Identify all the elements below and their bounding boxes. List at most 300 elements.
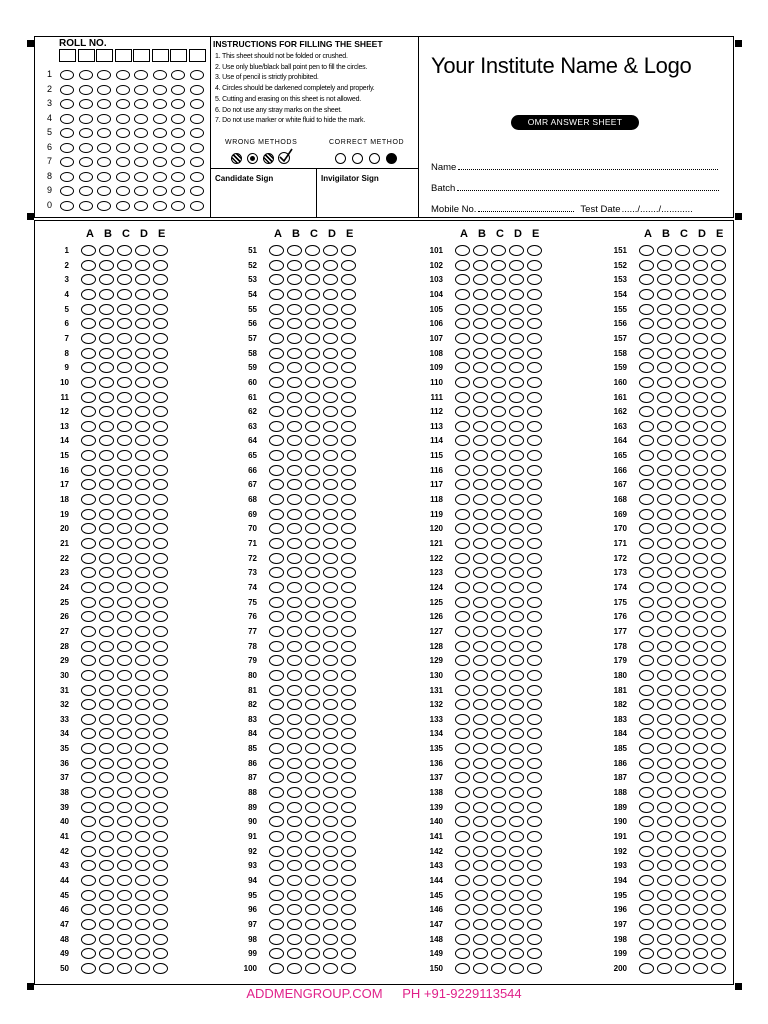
answer-bubble[interactable]	[455, 392, 470, 403]
answer-bubble[interactable]	[323, 846, 338, 857]
answer-bubble[interactable]	[99, 377, 114, 388]
answer-bubble[interactable]	[99, 435, 114, 446]
answer-bubble[interactable]	[287, 699, 302, 710]
answer-bubble[interactable]	[491, 289, 506, 300]
answer-bubble[interactable]	[491, 655, 506, 666]
answer-bubble[interactable]	[491, 553, 506, 564]
answer-bubble[interactable]	[527, 479, 542, 490]
answer-bubble[interactable]	[99, 948, 114, 959]
answer-bubble[interactable]	[341, 787, 356, 798]
answer-bubble[interactable]	[657, 362, 672, 373]
answer-bubble[interactable]	[323, 743, 338, 754]
answer-bubble[interactable]	[269, 377, 284, 388]
answer-bubble[interactable]	[117, 509, 132, 520]
answer-bubble[interactable]	[693, 289, 708, 300]
mobile-field[interactable]	[431, 203, 693, 215]
answer-bubble[interactable]	[81, 465, 96, 476]
answer-bubble[interactable]	[509, 509, 524, 520]
answer-bubble[interactable]	[287, 846, 302, 857]
answer-bubble[interactable]	[711, 670, 726, 681]
answer-bubble[interactable]	[269, 362, 284, 373]
answer-bubble[interactable]	[693, 611, 708, 622]
answer-bubble[interactable]	[639, 787, 654, 798]
answer-bubble[interactable]	[657, 743, 672, 754]
answer-bubble[interactable]	[117, 714, 132, 725]
answer-bubble[interactable]	[657, 435, 672, 446]
answer-bubble[interactable]	[341, 509, 356, 520]
answer-bubble[interactable]	[117, 743, 132, 754]
roll-digit-bubble[interactable]	[190, 70, 204, 80]
answer-bubble[interactable]	[305, 816, 320, 827]
answer-bubble[interactable]	[153, 304, 168, 315]
answer-bubble[interactable]	[527, 582, 542, 593]
answer-bubble[interactable]	[657, 465, 672, 476]
answer-bubble[interactable]	[455, 685, 470, 696]
answer-bubble[interactable]	[639, 860, 654, 871]
answer-bubble[interactable]	[711, 685, 726, 696]
answer-bubble[interactable]	[509, 465, 524, 476]
roll-digit-bubble[interactable]	[153, 186, 167, 196]
answer-bubble[interactable]	[305, 685, 320, 696]
answer-bubble[interactable]	[455, 538, 470, 549]
answer-bubble[interactable]	[135, 772, 150, 783]
answer-bubble[interactable]	[269, 318, 284, 329]
answer-bubble[interactable]	[473, 816, 488, 827]
answer-bubble[interactable]	[99, 787, 114, 798]
answer-bubble[interactable]	[153, 685, 168, 696]
answer-bubble[interactable]	[693, 509, 708, 520]
answer-bubble[interactable]	[305, 743, 320, 754]
answer-bubble[interactable]	[473, 377, 488, 388]
answer-bubble[interactable]	[675, 260, 690, 271]
answer-bubble[interactable]	[341, 274, 356, 285]
answer-bubble[interactable]	[323, 289, 338, 300]
answer-bubble[interactable]	[693, 567, 708, 578]
answer-bubble[interactable]	[675, 348, 690, 359]
roll-digit-bubble[interactable]	[153, 128, 167, 138]
answer-bubble[interactable]	[639, 728, 654, 739]
answer-bubble[interactable]	[287, 465, 302, 476]
answer-bubble[interactable]	[711, 831, 726, 842]
answer-bubble[interactable]	[711, 934, 726, 945]
answer-bubble[interactable]	[269, 728, 284, 739]
answer-bubble[interactable]	[99, 304, 114, 315]
answer-bubble[interactable]	[81, 963, 96, 974]
answer-bubble[interactable]	[711, 392, 726, 403]
answer-bubble[interactable]	[639, 274, 654, 285]
answer-bubble[interactable]	[675, 963, 690, 974]
answer-bubble[interactable]	[675, 758, 690, 769]
answer-bubble[interactable]	[269, 714, 284, 725]
answer-bubble[interactable]	[153, 743, 168, 754]
answer-bubble[interactable]	[153, 318, 168, 329]
answer-bubble[interactable]	[491, 699, 506, 710]
answer-bubble[interactable]	[675, 626, 690, 637]
answer-bubble[interactable]	[135, 846, 150, 857]
answer-bubble[interactable]	[135, 611, 150, 622]
answer-bubble[interactable]	[341, 450, 356, 461]
answer-bubble[interactable]	[675, 465, 690, 476]
answer-bubble[interactable]	[153, 641, 168, 652]
answer-bubble[interactable]	[135, 787, 150, 798]
roll-digit-bubble[interactable]	[79, 201, 93, 211]
answer-bubble[interactable]	[657, 494, 672, 505]
answer-bubble[interactable]	[287, 582, 302, 593]
answer-bubble[interactable]	[81, 494, 96, 505]
answer-bubble[interactable]	[527, 465, 542, 476]
answer-bubble[interactable]	[527, 641, 542, 652]
answer-bubble[interactable]	[341, 611, 356, 622]
answer-bubble[interactable]	[491, 611, 506, 622]
answer-bubble[interactable]	[473, 934, 488, 945]
roll-digit-bubble[interactable]	[60, 70, 74, 80]
answer-bubble[interactable]	[287, 245, 302, 256]
answer-bubble[interactable]	[639, 538, 654, 549]
answer-bubble[interactable]	[657, 934, 672, 945]
roll-digit-bubble[interactable]	[79, 85, 93, 95]
answer-bubble[interactable]	[305, 304, 320, 315]
answer-bubble[interactable]	[269, 450, 284, 461]
answer-bubble[interactable]	[491, 377, 506, 388]
answer-bubble[interactable]	[711, 743, 726, 754]
answer-bubble[interactable]	[657, 846, 672, 857]
answer-bubble[interactable]	[287, 597, 302, 608]
answer-bubble[interactable]	[657, 963, 672, 974]
answer-bubble[interactable]	[81, 772, 96, 783]
answer-bubble[interactable]	[675, 435, 690, 446]
answer-bubble[interactable]	[491, 392, 506, 403]
roll-digit-bubble[interactable]	[134, 157, 148, 167]
answer-bubble[interactable]	[509, 685, 524, 696]
answer-bubble[interactable]	[341, 465, 356, 476]
answer-bubble[interactable]	[117, 904, 132, 915]
answer-bubble[interactable]	[305, 846, 320, 857]
answer-bubble[interactable]	[491, 348, 506, 359]
answer-bubble[interactable]	[341, 348, 356, 359]
answer-bubble[interactable]	[491, 318, 506, 329]
answer-bubble[interactable]	[491, 465, 506, 476]
answer-bubble[interactable]	[711, 875, 726, 886]
answer-bubble[interactable]	[305, 626, 320, 637]
answer-bubble[interactable]	[323, 963, 338, 974]
answer-bubble[interactable]	[99, 260, 114, 271]
answer-bubble[interactable]	[135, 377, 150, 388]
answer-bubble[interactable]	[99, 509, 114, 520]
roll-number-digit-box[interactable]	[189, 49, 206, 62]
roll-number-digit-box[interactable]	[133, 49, 150, 62]
answer-bubble[interactable]	[455, 406, 470, 417]
answer-bubble[interactable]	[711, 245, 726, 256]
answer-bubble[interactable]	[509, 538, 524, 549]
answer-bubble[interactable]	[305, 392, 320, 403]
answer-bubble[interactable]	[491, 582, 506, 593]
answer-bubble[interactable]	[99, 348, 114, 359]
answer-bubble[interactable]	[287, 963, 302, 974]
answer-bubble[interactable]	[305, 406, 320, 417]
answer-bubble[interactable]	[693, 553, 708, 564]
answer-bubble[interactable]	[473, 421, 488, 432]
roll-digit-bubble[interactable]	[190, 172, 204, 182]
answer-bubble[interactable]	[693, 860, 708, 871]
answer-bubble[interactable]	[135, 875, 150, 886]
roll-digit-bubble[interactable]	[190, 186, 204, 196]
answer-bubble[interactable]	[287, 890, 302, 901]
answer-bubble[interactable]	[473, 904, 488, 915]
answer-bubble[interactable]	[117, 728, 132, 739]
answer-bubble[interactable]	[639, 772, 654, 783]
answer-bubble[interactable]	[509, 963, 524, 974]
answer-bubble[interactable]	[639, 816, 654, 827]
answer-bubble[interactable]	[491, 934, 506, 945]
roll-digit-bubble[interactable]	[97, 70, 111, 80]
roll-digit-bubble[interactable]	[116, 172, 130, 182]
answer-bubble[interactable]	[491, 509, 506, 520]
answer-bubble[interactable]	[455, 479, 470, 490]
answer-bubble[interactable]	[693, 597, 708, 608]
answer-bubble[interactable]	[473, 758, 488, 769]
answer-bubble[interactable]	[81, 758, 96, 769]
answer-bubble[interactable]	[491, 523, 506, 534]
answer-bubble[interactable]	[527, 553, 542, 564]
answer-bubble[interactable]	[287, 567, 302, 578]
answer-bubble[interactable]	[305, 274, 320, 285]
answer-bubble[interactable]	[269, 494, 284, 505]
answer-bubble[interactable]	[657, 626, 672, 637]
answer-bubble[interactable]	[323, 450, 338, 461]
answer-bubble[interactable]	[323, 699, 338, 710]
answer-bubble[interactable]	[509, 318, 524, 329]
answer-bubble[interactable]	[81, 846, 96, 857]
answer-bubble[interactable]	[153, 758, 168, 769]
answer-bubble[interactable]	[491, 333, 506, 344]
answer-bubble[interactable]	[135, 758, 150, 769]
answer-bubble[interactable]	[305, 553, 320, 564]
answer-bubble[interactable]	[455, 289, 470, 300]
answer-bubble[interactable]	[99, 699, 114, 710]
answer-bubble[interactable]	[693, 479, 708, 490]
answer-bubble[interactable]	[287, 406, 302, 417]
answer-bubble[interactable]	[527, 655, 542, 666]
answer-bubble[interactable]	[473, 245, 488, 256]
answer-bubble[interactable]	[509, 699, 524, 710]
answer-bubble[interactable]	[81, 567, 96, 578]
answer-bubble[interactable]	[639, 919, 654, 930]
answer-bubble[interactable]	[639, 348, 654, 359]
answer-bubble[interactable]	[287, 714, 302, 725]
answer-bubble[interactable]	[269, 919, 284, 930]
answer-bubble[interactable]	[135, 948, 150, 959]
answer-bubble[interactable]	[455, 816, 470, 827]
answer-bubble[interactable]	[675, 611, 690, 622]
answer-bubble[interactable]	[527, 597, 542, 608]
answer-bubble[interactable]	[117, 846, 132, 857]
answer-bubble[interactable]	[657, 304, 672, 315]
answer-bubble[interactable]	[455, 772, 470, 783]
answer-bubble[interactable]	[693, 377, 708, 388]
answer-bubble[interactable]	[509, 948, 524, 959]
answer-bubble[interactable]	[473, 787, 488, 798]
answer-bubble[interactable]	[287, 816, 302, 827]
answer-bubble[interactable]	[153, 714, 168, 725]
answer-bubble[interactable]	[81, 875, 96, 886]
answer-bubble[interactable]	[693, 318, 708, 329]
answer-bubble[interactable]	[287, 289, 302, 300]
answer-bubble[interactable]	[341, 670, 356, 681]
answer-bubble[interactable]	[657, 567, 672, 578]
answer-bubble[interactable]	[639, 450, 654, 461]
answer-bubble[interactable]	[153, 362, 168, 373]
answer-bubble[interactable]	[153, 831, 168, 842]
roll-digit-bubble[interactable]	[79, 114, 93, 124]
roll-digit-bubble[interactable]	[116, 201, 130, 211]
answer-bubble[interactable]	[473, 963, 488, 974]
answer-bubble[interactable]	[135, 318, 150, 329]
answer-bubble[interactable]	[473, 582, 488, 593]
answer-bubble[interactable]	[153, 553, 168, 564]
answer-bubble[interactable]	[323, 274, 338, 285]
answer-bubble[interactable]	[305, 450, 320, 461]
answer-bubble[interactable]	[473, 435, 488, 446]
answer-bubble[interactable]	[491, 435, 506, 446]
answer-bubble[interactable]	[473, 494, 488, 505]
answer-bubble[interactable]	[305, 435, 320, 446]
roll-digit-bubble[interactable]	[97, 157, 111, 167]
answer-bubble[interactable]	[341, 802, 356, 813]
answer-bubble[interactable]	[675, 787, 690, 798]
answer-bubble[interactable]	[693, 245, 708, 256]
footer-website[interactable]: ADDMENGROUP.COM	[246, 986, 383, 1001]
answer-bubble[interactable]	[269, 816, 284, 827]
answer-bubble[interactable]	[527, 377, 542, 388]
answer-bubble[interactable]	[341, 406, 356, 417]
answer-bubble[interactable]	[99, 392, 114, 403]
answer-bubble[interactable]	[323, 626, 338, 637]
answer-bubble[interactable]	[509, 934, 524, 945]
roll-digit-bubble[interactable]	[60, 128, 74, 138]
answer-bubble[interactable]	[527, 772, 542, 783]
answer-bubble[interactable]	[81, 934, 96, 945]
answer-bubble[interactable]	[657, 758, 672, 769]
answer-bubble[interactable]	[81, 904, 96, 915]
answer-bubble[interactable]	[693, 392, 708, 403]
answer-bubble[interactable]	[323, 802, 338, 813]
answer-bubble[interactable]	[711, 714, 726, 725]
answer-bubble[interactable]	[693, 362, 708, 373]
answer-bubble[interactable]	[99, 802, 114, 813]
answer-bubble[interactable]	[305, 494, 320, 505]
answer-bubble[interactable]	[473, 567, 488, 578]
answer-bubble[interactable]	[117, 772, 132, 783]
answer-bubble[interactable]	[527, 787, 542, 798]
answer-bubble[interactable]	[657, 685, 672, 696]
answer-bubble[interactable]	[639, 318, 654, 329]
answer-bubble[interactable]	[341, 934, 356, 945]
answer-bubble[interactable]	[323, 494, 338, 505]
answer-bubble[interactable]	[711, 890, 726, 901]
answer-bubble[interactable]	[287, 787, 302, 798]
test-date-field[interactable]: ....../......./............	[621, 204, 693, 215]
answer-bubble[interactable]	[527, 904, 542, 915]
answer-bubble[interactable]	[305, 260, 320, 271]
answer-bubble[interactable]	[711, 860, 726, 871]
answer-bubble[interactable]	[99, 465, 114, 476]
answer-bubble[interactable]	[527, 260, 542, 271]
answer-bubble[interactable]	[117, 655, 132, 666]
answer-bubble[interactable]	[527, 245, 542, 256]
answer-bubble[interactable]	[711, 377, 726, 388]
answer-bubble[interactable]	[99, 538, 114, 549]
roll-digit-bubble[interactable]	[134, 172, 148, 182]
roll-digit-bubble[interactable]	[97, 128, 111, 138]
answer-bubble[interactable]	[153, 611, 168, 622]
answer-bubble[interactable]	[287, 831, 302, 842]
answer-bubble[interactable]	[509, 846, 524, 857]
answer-bubble[interactable]	[117, 685, 132, 696]
answer-bubble[interactable]	[675, 479, 690, 490]
answer-bubble[interactable]	[99, 582, 114, 593]
answer-bubble[interactable]	[711, 318, 726, 329]
answer-bubble[interactable]	[305, 890, 320, 901]
answer-bubble[interactable]	[81, 787, 96, 798]
answer-bubble[interactable]	[305, 377, 320, 388]
answer-bubble[interactable]	[711, 479, 726, 490]
roll-digit-bubble[interactable]	[153, 201, 167, 211]
answer-bubble[interactable]	[491, 450, 506, 461]
answer-bubble[interactable]	[657, 509, 672, 520]
roll-digit-bubble[interactable]	[171, 143, 185, 153]
answer-bubble[interactable]	[509, 260, 524, 271]
answer-bubble[interactable]	[509, 714, 524, 725]
answer-bubble[interactable]	[509, 670, 524, 681]
answer-bubble[interactable]	[99, 553, 114, 564]
roll-digit-bubble[interactable]	[134, 70, 148, 80]
answer-bubble[interactable]	[711, 333, 726, 344]
answer-bubble[interactable]	[491, 641, 506, 652]
answer-bubble[interactable]	[135, 479, 150, 490]
answer-bubble[interactable]	[305, 787, 320, 798]
roll-digit-bubble[interactable]	[134, 128, 148, 138]
roll-digit-bubble[interactable]	[97, 143, 111, 153]
answer-bubble[interactable]	[99, 245, 114, 256]
answer-bubble[interactable]	[153, 479, 168, 490]
answer-bubble[interactable]	[527, 348, 542, 359]
answer-bubble[interactable]	[117, 582, 132, 593]
roll-number-digit-box[interactable]	[96, 49, 113, 62]
answer-bubble[interactable]	[509, 743, 524, 754]
answer-bubble[interactable]	[153, 333, 168, 344]
answer-bubble[interactable]	[341, 392, 356, 403]
answer-bubble[interactable]	[657, 406, 672, 417]
roll-digit-bubble[interactable]	[79, 143, 93, 153]
answer-bubble[interactable]	[305, 728, 320, 739]
answer-bubble[interactable]	[135, 816, 150, 827]
answer-bubble[interactable]	[675, 392, 690, 403]
answer-bubble[interactable]	[287, 641, 302, 652]
answer-bubble[interactable]	[657, 772, 672, 783]
answer-bubble[interactable]	[491, 758, 506, 769]
answer-bubble[interactable]	[527, 611, 542, 622]
answer-bubble[interactable]	[341, 377, 356, 388]
answer-bubble[interactable]	[711, 772, 726, 783]
answer-bubble[interactable]	[509, 450, 524, 461]
answer-bubble[interactable]	[491, 626, 506, 637]
answer-bubble[interactable]	[711, 274, 726, 285]
answer-bubble[interactable]	[287, 362, 302, 373]
answer-bubble[interactable]	[693, 743, 708, 754]
answer-bubble[interactable]	[693, 304, 708, 315]
roll-digit-bubble[interactable]	[190, 157, 204, 167]
answer-bubble[interactable]	[135, 860, 150, 871]
